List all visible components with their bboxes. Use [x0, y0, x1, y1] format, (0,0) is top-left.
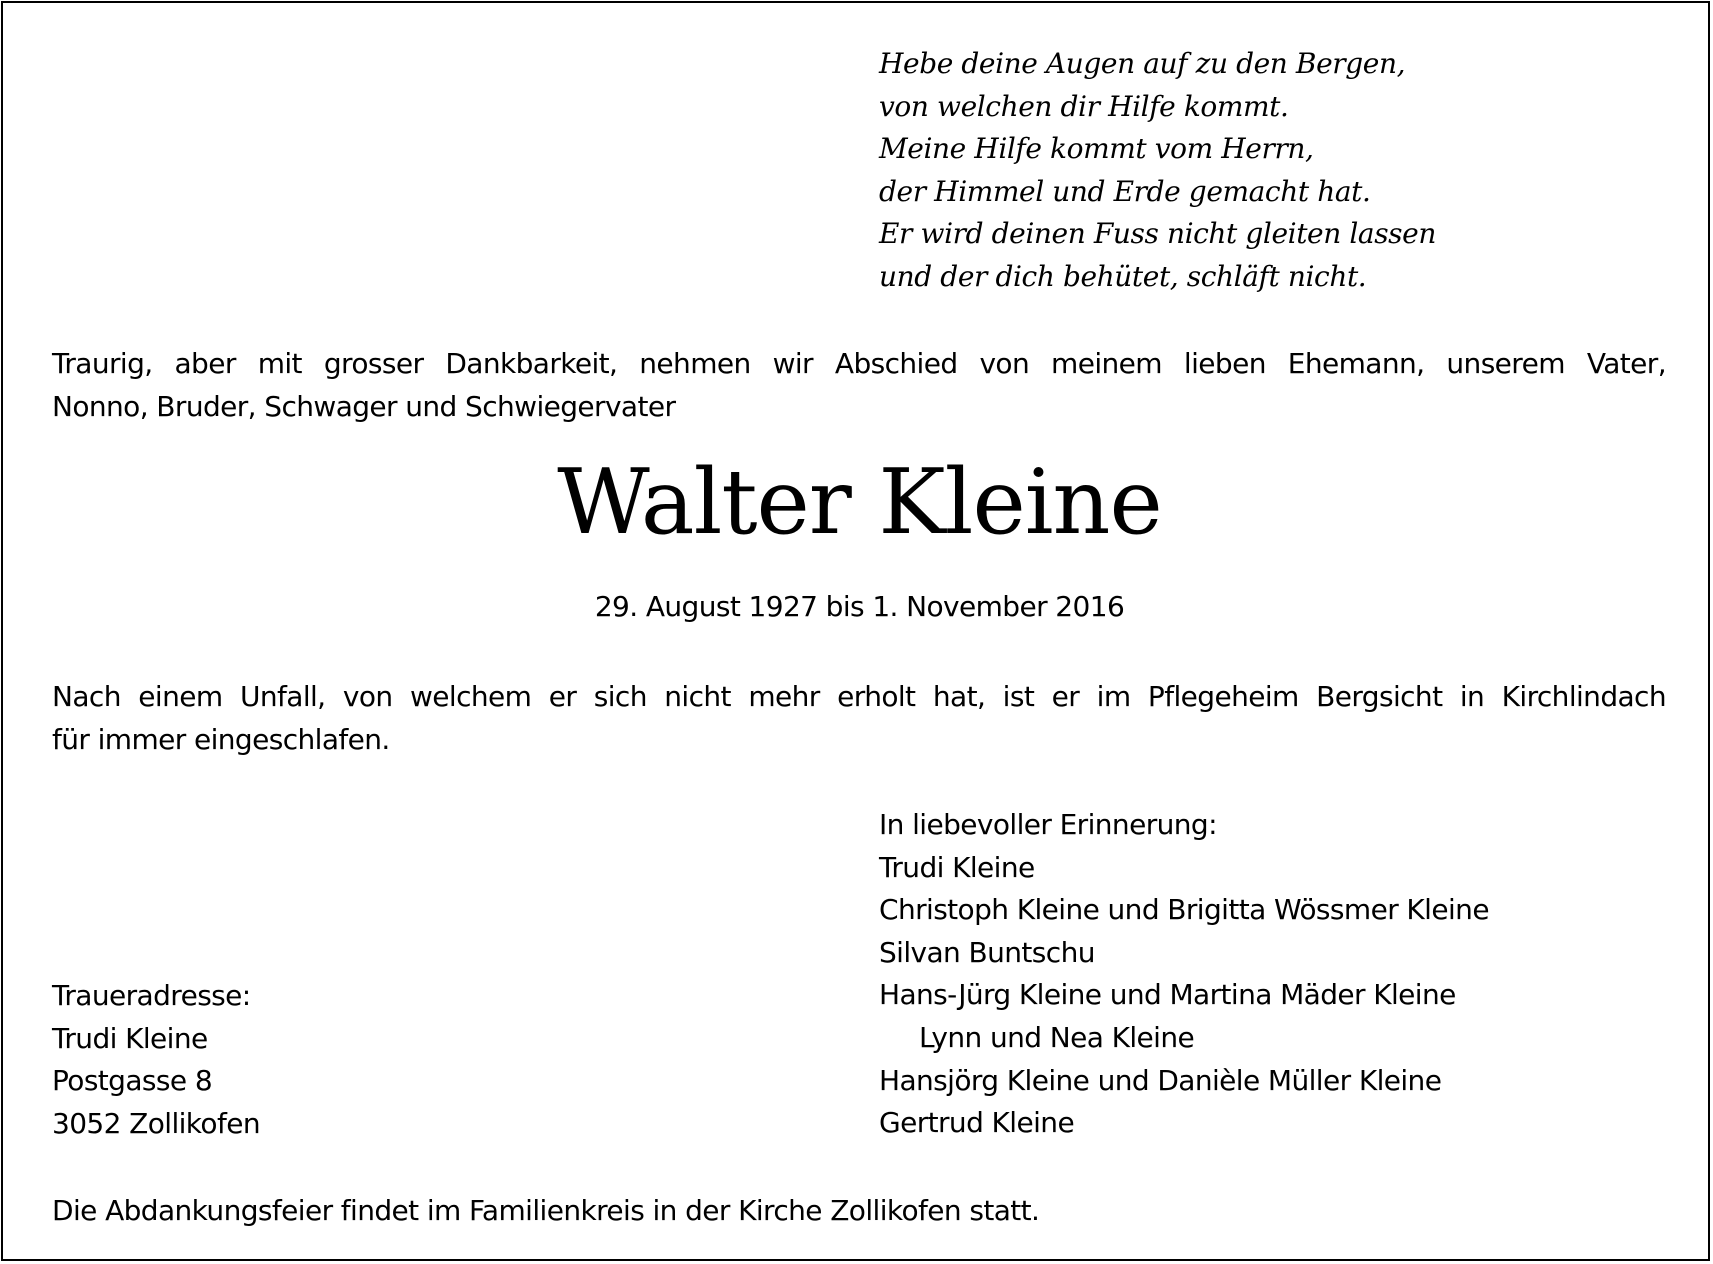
- family-heading: In liebevoller Erinnerung:: [879, 808, 1217, 841]
- verse-line: der Himmel und Erde gemacht hat.: [879, 174, 1371, 208]
- address-street: Postgasse 8: [52, 1064, 213, 1098]
- message-line: Nach einem Unfall, von welchem er sich nicht mehr erholt hat, ist er im Pflegeheim Bergsicht in Kirchlindach: [52, 680, 1666, 713]
- message-line: für immer eingeschlafen.: [52, 723, 390, 756]
- verse-line: und der dich behütet, schläft nicht.: [879, 259, 1367, 293]
- family-member: Trudi Kleine: [879, 850, 1035, 884]
- funeral-note: Die Abdankungsfeier findet im Familienkreis in der Kirche Zollikofen statt.: [52, 1194, 1040, 1227]
- intro-line: Traurig, aber mit grosser Dankbarkeit, nehmen wir Abschied von meinem lieben Ehemann, unserem Vater,: [52, 347, 1666, 380]
- verse-line: Hebe deine Augen auf zu den Bergen,: [879, 47, 1406, 80]
- family-member: Hansjörg Kleine und Danièle Müller Kleine: [879, 1063, 1442, 1097]
- family-member: Gertrud Kleine: [879, 1106, 1075, 1140]
- family-member: Christoph Kleine und Brigitta Wössmer Kleine: [879, 893, 1489, 927]
- verse-line: Er wird deinen Fuss nicht gleiten lassen: [879, 217, 1436, 250]
- bible-verse: [879, 43, 1436, 298]
- life-dates: 29. August 1927 bis 1. November 2016: [594, 590, 1125, 623]
- intro-paragraph: [52, 342, 1666, 428]
- address-name: Trudi Kleine: [52, 1021, 208, 1055]
- message-paragraph: [52, 675, 1666, 761]
- obituary-notice: [1, 1, 1710, 1261]
- mourning-address: [52, 975, 260, 1145]
- intro-line: Nonno, Bruder, Schwager und Schwiegervater: [52, 390, 676, 423]
- family-member: Lynn und Nea Kleine: [919, 1020, 1195, 1054]
- address-city: 3052 Zollikofen: [52, 1106, 260, 1140]
- address-heading: Traueradresse:: [52, 979, 251, 1012]
- family-list: [879, 804, 1489, 1145]
- verse-line: von welchen dir Hilfe kommt.: [879, 89, 1289, 123]
- deceased-name: Walter Kleine: [557, 450, 1162, 555]
- family-member: Hans-Jürg Kleine und Martina Mäder Kleine: [879, 978, 1456, 1012]
- family-member: Silvan Buntschu: [879, 935, 1095, 969]
- verse-line: Meine Hilfe kommt vom Herrn,: [879, 132, 1314, 165]
